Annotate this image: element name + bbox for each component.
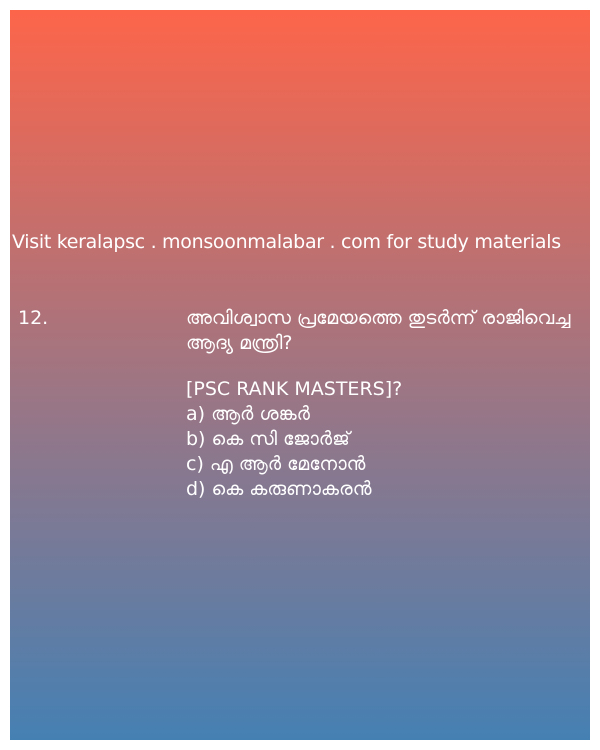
option-b: b) കെ സി ജോർജ് [186, 428, 350, 450]
answer-block [186, 377, 590, 502]
option-c: c) എ ആർ മേനോൻ [186, 453, 366, 475]
question-text: അവിശ്വാസ പ്രമേയത്തെ തുടർന്ന് രാജിവെച്ച ആദ്യ മന്ത്രി? [186, 307, 571, 354]
option-a: a) ആർ ശങ്കർ [186, 403, 310, 425]
visit-website-text: Visit keralapsc . monsoonmalabar . com for study materials [12, 231, 561, 253]
question-number: 12. [18, 307, 49, 329]
option-d: d) കെ കരുണാകരൻ [186, 478, 372, 500]
quiz-card [10, 10, 590, 740]
source-tag: [PSC RANK MASTERS]? [186, 378, 403, 400]
